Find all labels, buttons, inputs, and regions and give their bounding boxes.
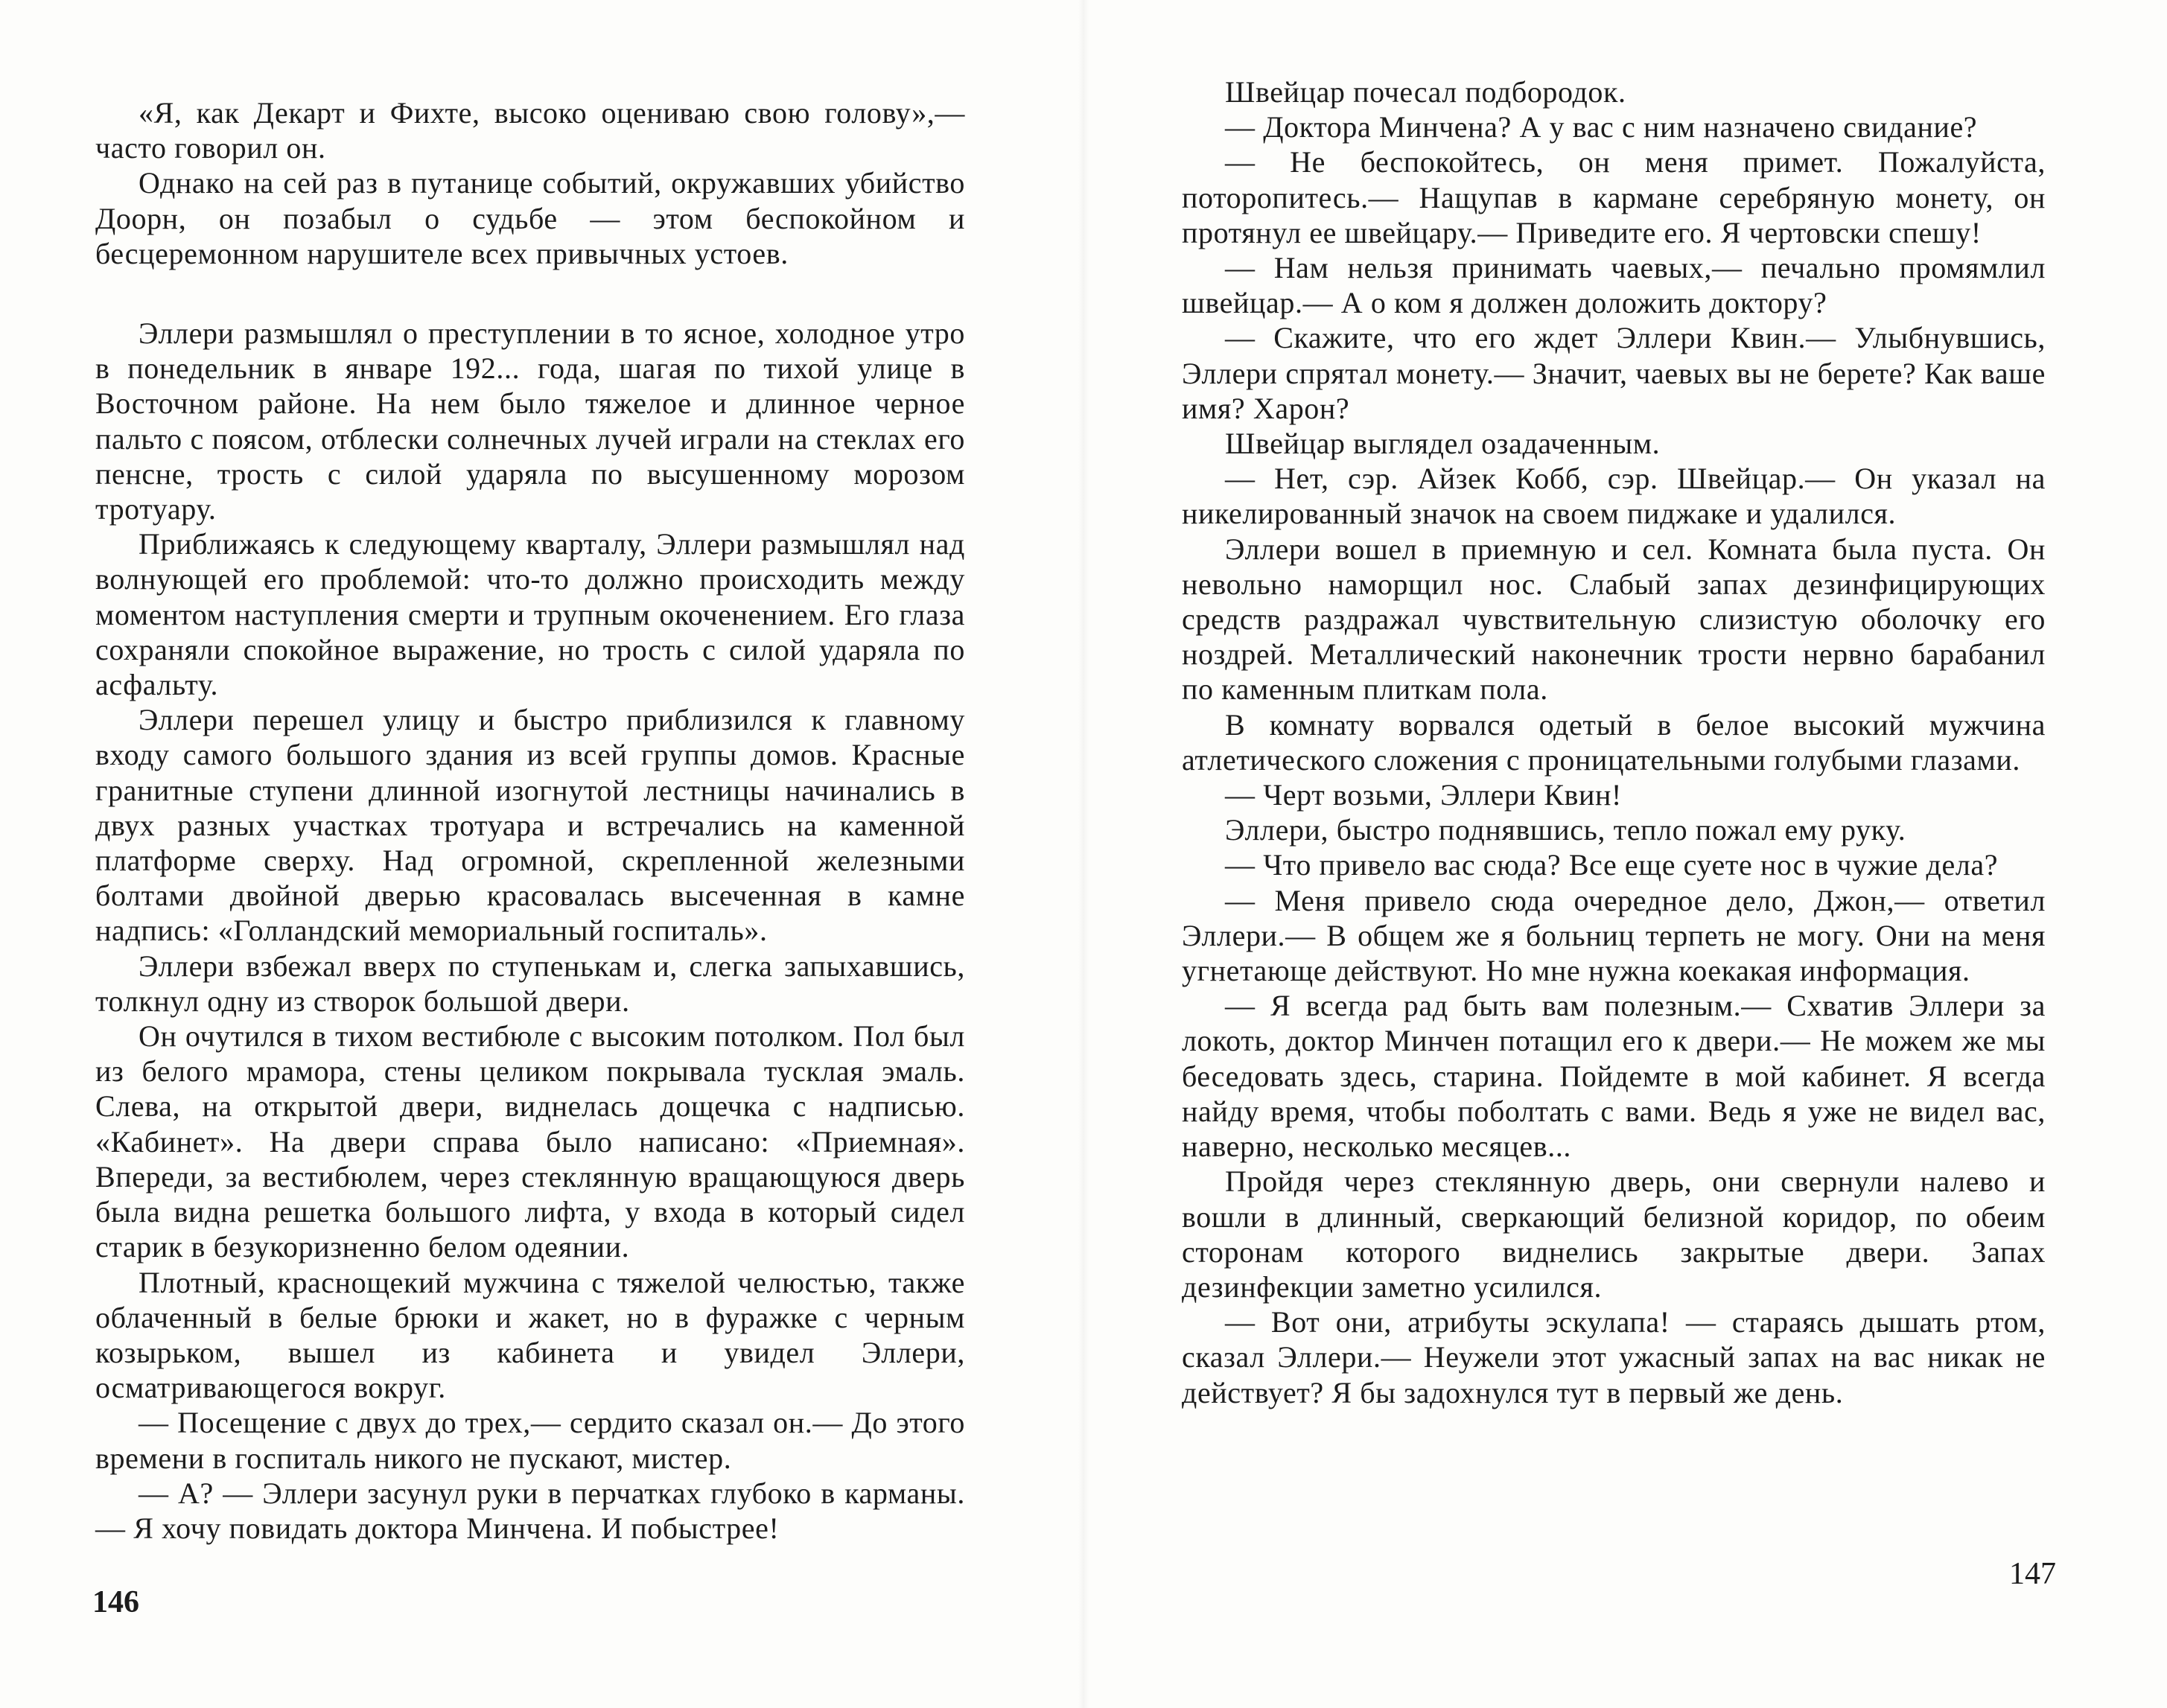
paragraph: Приближаясь к следующему кварталу, Эллери размышлял над волнующей его проблемой: что-то должно происходить между моментом наступления смерти и трупным окоченением. Его глаза сохраняли спокойное выражение, но трость с силой ударяла по асфальту. xyxy=(95,527,965,702)
paragraph: — Не беспокойтесь, он меня примет. Пожалуйста, поторопитесь.— Нащупав в кармане серебряную монету, он протянул ее швейцару.— Приведите его. Я чертовски спешу! xyxy=(1182,145,2046,249)
right-page-text xyxy=(1182,74,2046,1410)
page-number: 147 xyxy=(2009,1557,2056,1591)
paragraph: Швейцар почесал подбородок. xyxy=(1225,75,1626,109)
paragraph: — Нам нельзя принимать чаевых,— печально промямлил швейцар.— А о ком я должен доложить доктору? xyxy=(1182,251,2046,320)
page-number: 146 xyxy=(92,1585,139,1619)
paragraph: — Нет, сэр. Айзек Кобб, сэр. Швейцар.— Он указал на никелированный значок на своем пиджаке и удалился. xyxy=(1182,462,2046,531)
paragraph: — Что привело вас сюда? Все еще суете нос в чужие дела? xyxy=(1225,848,1999,882)
paragraph: В комнату ворвался одетый в белое высокий мужчина атлетического сложения с проницательными голубыми глазами. xyxy=(1182,707,2046,777)
paragraph: — Скажите, что его ждет Эллери Квин.— Улыбнувшись, Эллери спрятал монету.— Значит, чаевых вы не берете? Как ваше имя? Харон? xyxy=(1182,321,2046,425)
paragraph: — Вот они, атрибуты эскулапа! — стараясь дышать ртом, сказал Эллери.— Неужели этот ужасный запах на вас никак не действует? Я бы задохнулся тут в первый же день. xyxy=(1182,1305,2046,1409)
paragraph: Однако на сей раз в путанице событий, окружавших убийство Доорн, он позабыл о судьбе — этом беспокойном и бесцеремонном нарушителе всех привычных устоев. xyxy=(95,166,965,270)
paragraph: Швейцар выглядел озадаченным. xyxy=(1225,427,1661,461)
paragraph: Пройдя через стеклянную дверь, они свернули налево и вошли в длинный, сверкающий белизной коридор, по обеим сторонам которого виднелись закрытые двери. Запах дезинфекции заметно усилился. xyxy=(1182,1164,2046,1304)
paragraph: — Посещение с двух до трех,— сердито сказал он.— До этого времени в госпиталь никого не пускают, мистер. xyxy=(95,1406,965,1475)
paragraph: — А? — Эллери засунул руки в перчатках глубоко в карманы.— Я хочу повидать доктора Минчена. И побыстрее! xyxy=(95,1476,965,1545)
paragraph: — Меня привело сюда очередное дело, Джон,— ответил Эллери.— В общем же я больниц терпеть не могу. Они на меня угнетающе действуют. Но мне нужна коекакая информация. xyxy=(1182,883,2046,988)
paragraph: Он очутился в тихом вестибюле с высоким потолком. Пол был из белого мрамора, стены целиком покрывала тусклая эмаль. Слева, на открытой двери, виднелась дощечка с надписью. «Кабинет». На двери справа было написано: «Приемная». Впереди, за вестибюлем, через стеклянную вращающуюся дверь была видна решетка большого лифта, у входа в который сидел старик в безукоризненно белом одеянии. xyxy=(95,1019,965,1264)
paragraph: Эллери вошел в приемную и сел. Комната была пуста. Он невольно наморщил нос. Слабый запах дезинфицирующих средств раздражал чувствительную слизистую оболочку его ноздрей. Металлический наконечник трости нервно барабанил по каменным плиткам пола. xyxy=(1182,532,2046,707)
paragraph: Эллери размышлял о преступлении в то ясное, холодное утро в понедельник в январе 192... года, шагая по тихой улице в Восточном районе. На нем было тяжелое и длинное черное пальто с поясом, отблески солнечных лучей играли на стеклах его пенсне, трость с силой ударяла по высушенному морозом тротуару. xyxy=(95,316,965,526)
paragraph: Эллери, быстро поднявшись, тепло пожал ему руку. xyxy=(1225,813,1906,847)
paragraph: Плотный, краснощекий мужчина с тяжелой челюстью, также облаченный в белые брюки и жакет, но в фуражке с черным козырьком, вышел из кабинета и увидел Эллери, осматривающегося вокруг. xyxy=(95,1265,965,1405)
paragraph: — Черт возьми, Эллери Квин! xyxy=(1225,778,1622,812)
paragraph: Эллери перешел улицу и быстро приблизился к главному входу самого большого здания из всей группы домов. Красные гранитные ступени длинной изогнутой лестницы начинались в двух разных участках тротуара и встречались на каменной платформе сверху. Над огромной, скрепленной железными болтами двойной дверью красовалась высеченная в камне надпись: «Голландский мемориальный госпиталь». xyxy=(95,703,965,948)
paragraph: Эллери взбежал вверх по ступенькам и, слегка запыхавшись, толкнул одну из створок большой двери. xyxy=(95,949,965,1018)
left-page-text xyxy=(95,95,965,1546)
right-page xyxy=(1084,0,2167,1708)
paragraph: — Я всегда рад быть вам полезным.— Схватив Эллери за локоть, доктор Минчен потащил его к двери.— Не можем же мы беседовать здесь, старина. Пойдемте в мой кабинет. Я всегда найду время, чтобы поболтать с вами. Ведь я уже не видел вас, наверно, несколько месяцев... xyxy=(1182,989,2046,1164)
paragraph: — Доктора Минчена? А у вас с ним назначено свидание? xyxy=(1225,110,1978,144)
paragraph: «Я, как Декарт и Фихте, высоко оцениваю свою голову»,— часто говорил он. xyxy=(95,96,965,165)
